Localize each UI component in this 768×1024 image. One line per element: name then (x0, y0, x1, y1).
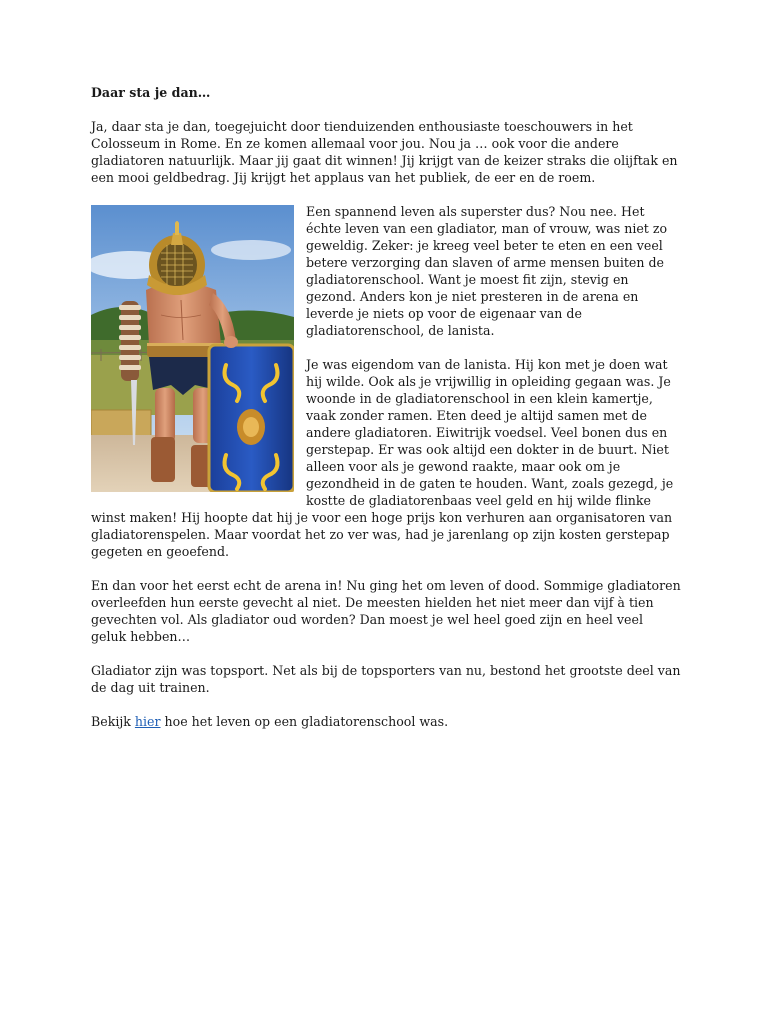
paragraph-intro: Ja, daar sta je dan, toegejuicht door tienduizenden enthousiaste toeschouwers in het Colosseum in Rome. En ze komen allemaal voor jou. Nou ja … ook voor die andere gladiatoren natuurlijk. Maar jij gaat dit winnen! Jij krijgt van de keizer straks die olijftak en een mooi geldbedrag. Jij krijgt het applaus van het publiek, de eer en de roem. (91, 119, 678, 185)
gladiator-school-link[interactable]: hier (134, 714, 161, 729)
closing-suffix: hoe het leven op een gladiatorenschool was. (160, 714, 449, 729)
article-heading: Daar sta je dan… (91, 85, 211, 100)
gladiator-photo (91, 205, 294, 492)
paragraph-lanista: Je was eigendom van de lanista. Hij kon met je doen wat hij wilde. Ook als je vrijwillig in opleiding gegaan was. Je woonde in de gladiatorenschool in een klein kamertje, vaak zonder ramen. Eten deed je altijd samen met de andere gladiatoren. Eiwitrijk voedsel. Veel bonen dus en gerstepap. Er was ook altijd een dokter in de buurt. Niet alleen voor als je gewond raakte, maar ook om je gezondheid in de gaten te houden. Want, zoals gezegd, je kostte de gladiatorenbaas veel geld en hij wilde flinke winst maken! Hij hoopte dat hij je voor een hoge prijs kon verhuren aan organisatoren van gladiatorenspelen. Maar voordat het zo ver was, had je jarenlang op zijn kosten gerstepap gegeten en geoefend. (91, 357, 674, 559)
paragraph-arena: En dan voor het eerst echt de arena in! Nu ging het om leven of dood. Sommige gladiatoren overleefden hun eerste gevecht al niet. De meesten hielden het niet meer dan vijf à tien gevechten vol. Als gladiator oud worden? Dan moest je wel heel goed zijn en heel veel geluk hebben… (91, 578, 681, 644)
closing-prefix: Bekijk (91, 714, 135, 729)
paragraph-superstar: Een spannend leven als superster dus? Nou nee. Het échte leven van een gladiator, man of vrouw, was niet zo geweldig. Zeker: je kreeg veel beter te eten en een veel betere verzorging dan slaven of arme mensen buiten de gladiatorenschool. Want je moest fit zijn, stevig en gezond. Anders kon je niet presteren in de arena en leverde je niets op voor de eigenaar van de gladiatorenschool, de lanista. (306, 204, 668, 338)
paragraph-topsport: Gladiator zijn was topsport. Net als bij de topsporters van nu, bestond het grootste deel van de dag uit trainen. (91, 663, 681, 695)
document-page (91, 84, 681, 747)
closing-line (91, 713, 681, 730)
